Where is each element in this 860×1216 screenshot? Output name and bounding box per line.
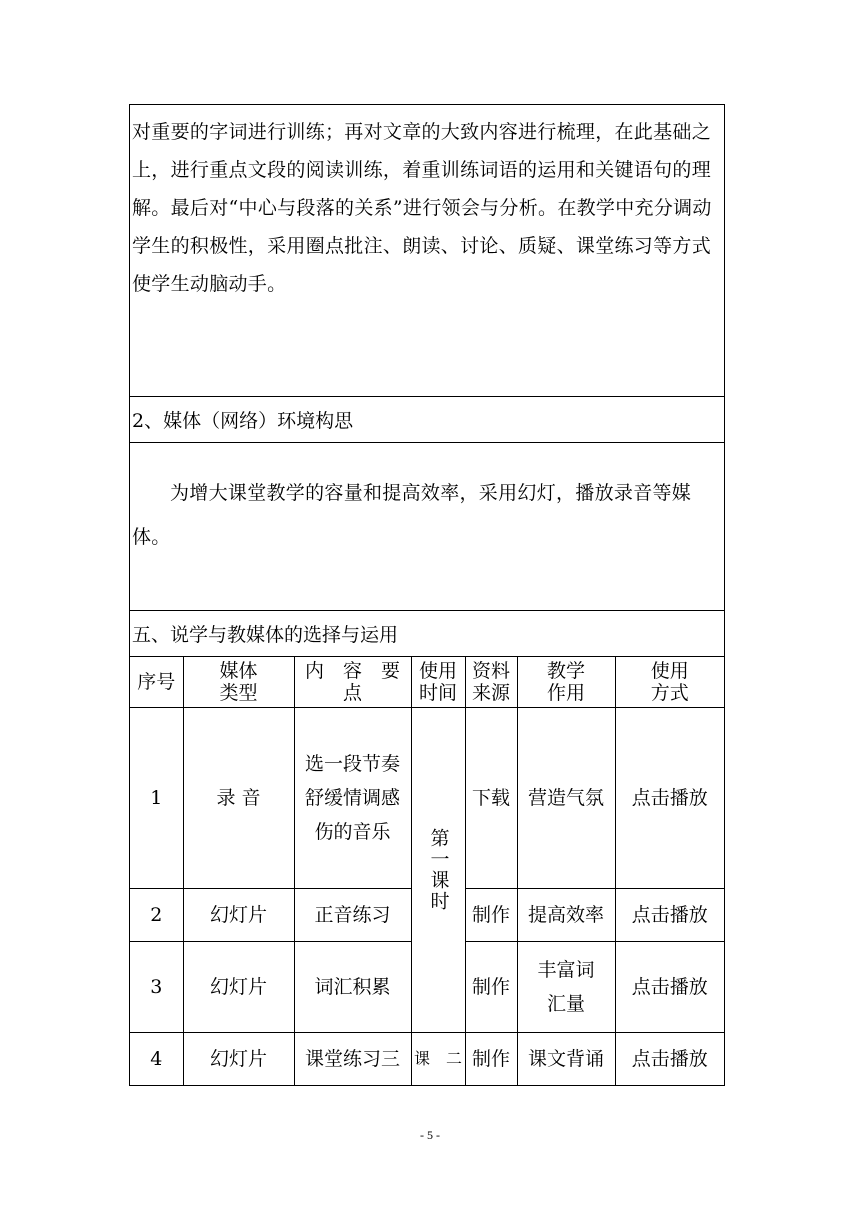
media-table (130, 657, 724, 1085)
row3-no: 3 (130, 942, 183, 1033)
row4-source: 制作 (465, 1033, 517, 1086)
section2-heading: 2、媒体（网络）环境构思 (130, 397, 724, 443)
row1-source: 下载 (465, 708, 517, 889)
row3-source: 制作 (465, 942, 517, 1033)
page-number: - 5 - (420, 1128, 440, 1142)
table-row (130, 1033, 724, 1086)
row2-type: 幻灯片 (183, 889, 294, 942)
row4-usage: 点击播放 (615, 1033, 724, 1086)
row4-type: 幻灯片 (183, 1033, 294, 1086)
table-header-row (130, 657, 724, 708)
row2-no: 2 (130, 889, 183, 942)
row4-time-extra: 课 二 (411, 1033, 465, 1086)
section5-heading: 五、说学与教媒体的选择与运用 (130, 611, 724, 657)
row1-content: 选一段节奏舒缓情调感伤的音乐 (294, 708, 411, 889)
content-frame (129, 104, 725, 1086)
table-row (130, 708, 724, 889)
intro-paragraph: 对重要的字词进行训练；再对文章的大致内容进行梳理，在此基础之上，进行重点文段的阅读训练，着重训练词语的运用和关键语句的理解。最后对“中心与段落的关系”进行领会与分析。在教学中充分调动学生的积极性，采用圈点批注、朗读、讨论、质疑、课堂练习等方式使学生动脑动手。 (132, 121, 712, 295)
row2-source: 制作 (465, 889, 517, 942)
row1-type: 录 音 (183, 708, 294, 889)
header-source: 资料来源 (465, 657, 517, 708)
row3-content: 词汇积累 (294, 942, 411, 1033)
header-role: 教学作用 (517, 657, 615, 708)
period-cell: 第一课时 (411, 708, 465, 1033)
intro-section (130, 105, 724, 397)
section2-paragraph: 为增大课堂教学的容量和提高效率，采用幻灯，播放录音等媒体。 (132, 482, 692, 548)
header-usage: 使用方式 (615, 657, 724, 708)
row4-no: 4 (130, 1033, 183, 1086)
header-content: 内 容 要点 (294, 657, 411, 708)
row1-role: 营造气氛 (517, 708, 615, 889)
header-type: 媒体类型 (183, 657, 294, 708)
row3-usage: 点击播放 (615, 942, 724, 1033)
header-no: 序号 (130, 657, 183, 708)
row2-content: 正音练习 (294, 889, 411, 942)
media-table-wrap (130, 657, 724, 1085)
row1-usage: 点击播放 (615, 708, 724, 889)
row1-no: 1 (130, 708, 183, 889)
row3-role: 丰富词汇量 (517, 942, 615, 1033)
row2-usage: 点击播放 (615, 889, 724, 942)
row4-role: 课文背诵 (517, 1033, 615, 1086)
row4-content: 课堂练习三 (294, 1033, 411, 1086)
row2-role: 提高效率 (517, 889, 615, 942)
section2-body (130, 443, 724, 611)
row3-type: 幻灯片 (183, 942, 294, 1033)
header-time: 使用时间 (411, 657, 465, 708)
